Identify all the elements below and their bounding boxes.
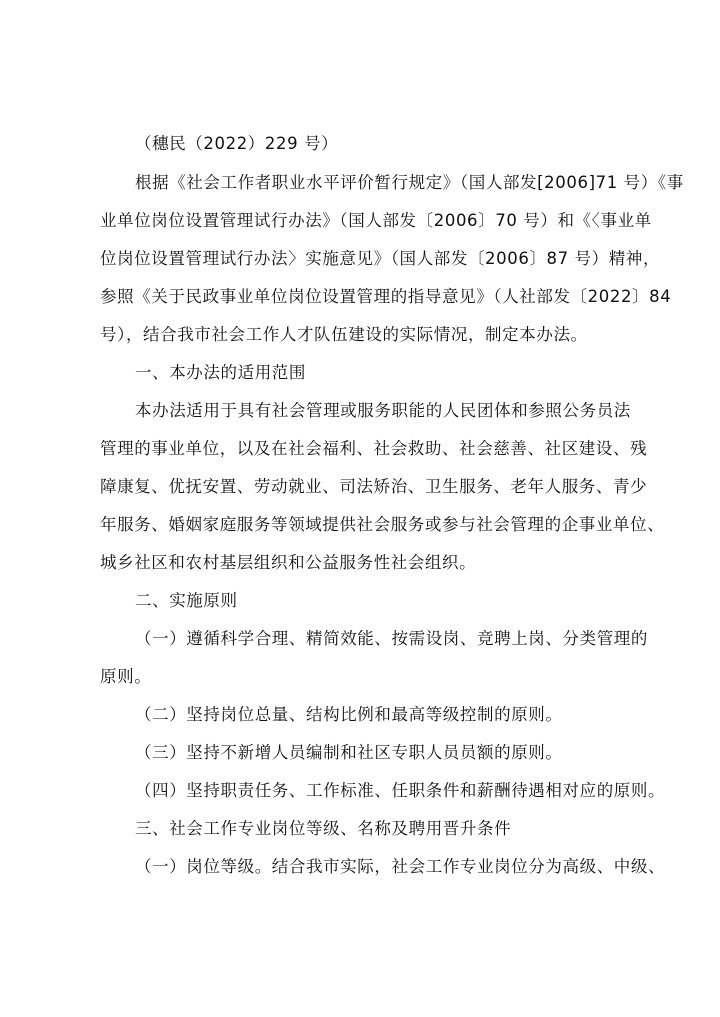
section-3-item-1: （一）岗位等级。结合我市实际，社会工作专业岗位分为高级、中级、 xyxy=(135,857,666,876)
principle-2: （二）坚持岗位总量、结构比例和最高等级控制的原则。 xyxy=(135,705,563,724)
principle-1-line-2: 原则。 xyxy=(100,667,152,686)
preamble-line-3: 位岗位设置管理试行办法〉实施意见》（国人部发〔2006〕87 号）精神， xyxy=(100,249,661,268)
principle-1-line-1: （一）遵循科学合理、精简效能、按需设岗、竞聘上岗、分类管理的 xyxy=(135,629,648,648)
preamble-line-1: 根据《社会工作者职业水平评价暂行规定》（国人部发[2006]71 号）《事 xyxy=(135,173,684,192)
preamble-line-2: 业单位岗位设置管理试行办法》（国人部发〔2006〕70 号）和《〈事业单 xyxy=(100,211,652,230)
section-1-line-2: 管理的事业单位，以及在社会福利、社会救助、社会慈善、社区建设、残 xyxy=(100,439,648,458)
principle-4: （四）坚持职责任务、工作标准、任职条件和薪酬待遇相对应的原则。 xyxy=(135,781,666,800)
principle-3: （三）坚持不新增人员编制和社区专职人员员额的原则。 xyxy=(135,743,563,762)
section-1-title: 一、本办法的适用范围 xyxy=(135,363,306,382)
preamble-line-4: 参照《关于民政事业单位岗位设置管理的指导意见》（人社部发〔2022〕84 xyxy=(100,287,672,306)
section-1-line-4: 年服务、婚姻家庭服务等领域提供社会服务或参与社会管理的企事业单位、 xyxy=(100,515,665,534)
section-1-line-5: 城乡社区和农村基层组织和公益服务性社会组织。 xyxy=(100,553,477,572)
section-2-title: 二、实施原则 xyxy=(135,591,238,610)
section-3-title: 三、社会工作专业岗位等级、名称及聘用晋升条件 xyxy=(135,819,512,838)
document-number: （穗民（2022）229 号） xyxy=(135,134,339,153)
preamble-line-5: 号），结合我市社会工作人才队伍建设的实际情况，制定本办法。 xyxy=(100,325,588,344)
section-1-line-1: 本办法适用于具有社会管理或服务职能的人民团体和参照公务员法 xyxy=(135,401,631,420)
section-1-line-3: 障康复、优抚安置、劳动就业、司法矫治、卫生服务、老年人服务、青少 xyxy=(100,477,648,496)
